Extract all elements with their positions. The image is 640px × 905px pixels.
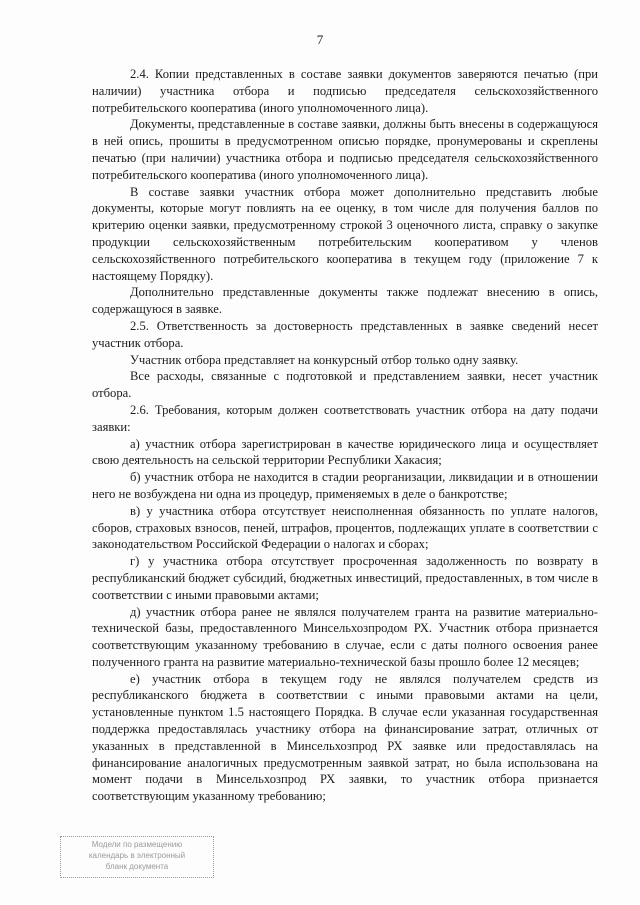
list-item-b: б) участник отбора не находится в стадии реорганизации, ликвидации и в отношении него не возбуждена ни одна из процедур, применяемых в деле о банкротстве; xyxy=(92,470,598,501)
paragraph-2-5: 2.5. Ответственность за достоверность представленных в заявке сведений несет участник отбора. xyxy=(92,318,598,350)
list-item-g: г) у участника отбора отсутствует просроченная задолженность по возврату в республиканский бюджет субсидий, бюджетных инвестиций, предоставленных, в том числе в соответствии с иными правовыми актами; xyxy=(92,554,598,602)
list-item-v: в) у участника отбора отсутствует неисполненная обязанность по уплате налогов, сборов, страховых взносов, пеней, штрафов, процентов, подлежащих уплате в соответствии с законодательством Российской Федерации о налогах и сборах; xyxy=(92,503,598,552)
stamp-line-2: календарь в электронный xyxy=(88,851,186,860)
paragraph-2-4: 2.4. Копии представленных в составе заявки документов заверяются печатью (при наличии) участника отбора и подписью председателя сельскохозяйственного потребительского кооператива (иного уполномоченного лица). xyxy=(92,67,598,115)
paragraph-additional-documents: В составе заявки участник отбора может дополнительно представить любые документы, которые могут повлиять на ее оценку, в том числе для получения баллов по критерию оценки заявки, предусмотренному строкой 3 оценочного листа, справку о закупке продукции сельскохозяйственным потребительским кооперативом у членов сельскохозяйственного потребительского кооператива в текущем году (приложение 7 к настоящему Порядку). xyxy=(92,184,598,283)
electronic-copy-stamp xyxy=(60,836,214,878)
document-body xyxy=(92,66,598,805)
paragraph-documents-inventory: Документы, представленные в составе заявки, должны быть внесены в содержащуюся в ней опись, прошиты в предусмотренном описью порядке, пронумерованы и скреплены печатью (при наличии) участника отбора и подписью председателя сельскохозяйственного потребительского кооператива (иного уполномоченного лица). xyxy=(92,117,598,182)
stamp-line-1: Модели по размещению xyxy=(91,840,183,849)
list-item-a: а) участник отбора зарегистрирован в качестве юридического лица и осуществляет свою деятельность на сельской территории Республики Хакасия; xyxy=(92,436,598,468)
list-item-e: е) участник отбора в текущем году не являлся получателем средств из республиканского бюджета в соответствии с иными правовыми актами на цели, установленные пунктом 1.5 настоящего Порядка. В случае если указанная государственная поддержка предоставлялась участнику отбора на финансирование затрат, отличных от указанных в представленной в Минсельхозпрод РХ заявке или предоставлялась на финансирование аналогичных предусмотренным заявкой затрат, но была использована на момент подачи в Минсельхозпрод РХ заявки, то участник отбора признается соответствующим указанному требованию; xyxy=(92,671,598,804)
page-number: 7 xyxy=(316,32,324,47)
paragraph-additional-inventory: Дополнительно представленные документы также подлежат внесению в опись, содержащуюся в заявке. xyxy=(92,285,598,317)
paragraph-2-6: 2.6. Требования, которым должен соответствовать участник отбора на дату подачи заявки: xyxy=(92,402,598,434)
stamp-line-3: бланк документа xyxy=(105,862,169,871)
paragraph-one-application: Участник отбора представляет на конкурсный отбор только одну заявку. xyxy=(130,352,519,367)
paragraph-expenses: Все расходы, связанные с подготовкой и представлением заявки, несет участник отбора. xyxy=(92,369,598,401)
list-item-d: д) участник отбора ранее не являлся получателем гранта на развитие материально-технической базы, предоставленного Минсельхозпродом РХ. Участник отбора признается соответствующим указанному требованию в случае, если с даты полного освоения ранее полученного гранта на развитие материально-технической базы прошло более 12 месяцев; xyxy=(92,604,598,669)
